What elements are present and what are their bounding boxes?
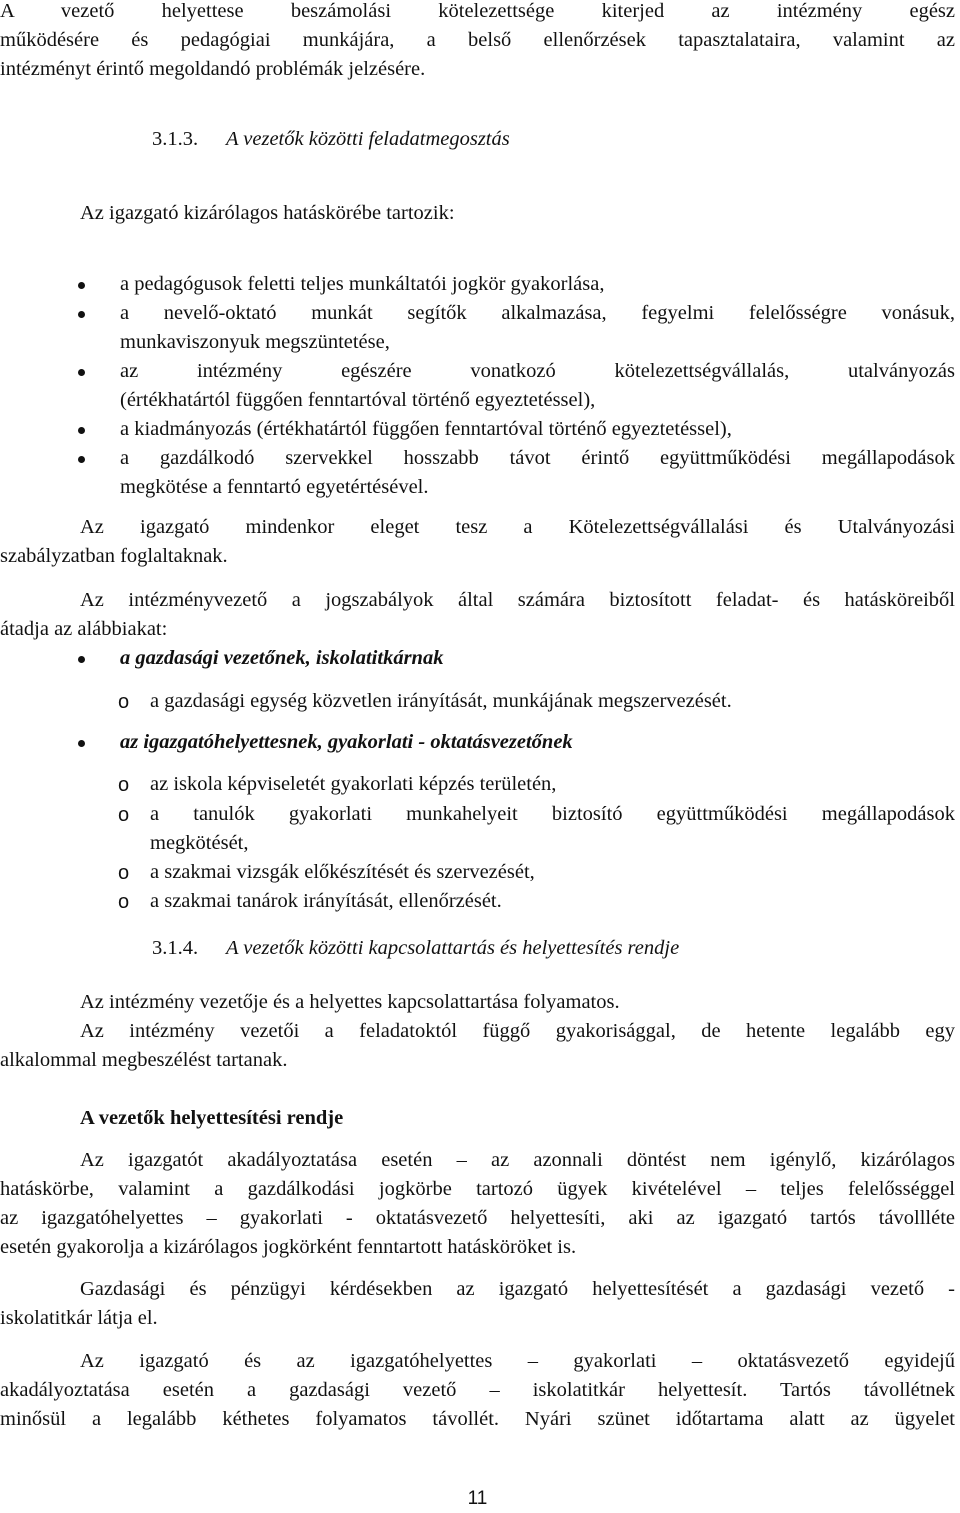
sub-list-item: a szakmai tanárok irányítását, ellenőrzését. [150, 890, 502, 912]
paragraph-line: iskolatitkár látja el. [0, 1307, 158, 1329]
list-item: a kiadmányozás (értékhatártól függően fenntartóval történő egyeztetéssel), [120, 418, 732, 440]
circle-bullet-icon: o [118, 691, 130, 713]
bullet-icon [78, 456, 88, 466]
bullet-icon [78, 369, 88, 379]
paragraph-line: Az intézmény vezetői a feladatoktól függő gyakorisággal, de hetente legalább egy [80, 1020, 955, 1042]
list-item: a pedagógusok feletti teljes munkáltatói jogkör gyakorlása, [120, 273, 605, 295]
circle-bullet-icon: o [118, 862, 130, 884]
circle-bullet-icon: o [118, 891, 130, 913]
sub-list-item: a tanulók gyakorlati munkahelyeit biztosító együttműködési megállapodások [150, 803, 955, 825]
paragraph-line: Gazdasági és pénzügyi kérdésekben az igazgató helyettesítését a gazdasági vezető - [80, 1278, 955, 1300]
bullet-icon [78, 311, 88, 321]
circle-bullet-icon: o [118, 774, 130, 796]
section-title: A vezetők közötti feladatmegosztás [226, 128, 510, 150]
bullet-icon [78, 740, 88, 750]
bullet-icon [78, 656, 88, 666]
paragraph-line: alkalommal megbeszélést tartanak. [0, 1049, 288, 1071]
delegate-heading-gazdasagi: a gazdasági vezetőnek, iskolatitkárnak [120, 647, 444, 669]
delegate-heading-igazgatohelyettes: az igazgatóhelyettesnek, gyakorlati - oktatásvezetőnek [120, 731, 573, 753]
subheading-helyettesitesi-rend: A vezetők helyettesítési rendje [80, 1107, 344, 1129]
list-item-continuation: munkaviszonyuk megszüntetése, [120, 331, 390, 353]
section-number: 3.1.3. [152, 128, 199, 150]
section-heading-3-1-3 [152, 125, 510, 154]
section-heading-3-1-4 [152, 934, 679, 963]
list-item: a nevelő-oktató munkát segítők alkalmazása, fegyelmi felelősségre vonásuk, [120, 302, 955, 324]
section-number: 3.1.4. [152, 937, 199, 959]
section-title: A vezetők közötti kapcsolattartás és helyettesítés rendje [226, 937, 680, 959]
list-item-continuation: (értékhatártól függően fenntartóval történő egyeztetéssel), [120, 389, 596, 411]
paragraph-line: intézményt érintő megoldandó problémák jelzésére. [0, 58, 426, 80]
sub-list-item: a szakmai vizsgák előkészítését és szervezését, [150, 861, 535, 883]
paragraph-line: minősül a legalább kéthetes folyamatos távollét. Nyári szünet időtartama alatt az ügyelet [0, 1408, 955, 1430]
paragraph-line: Az intézmény vezetője és a helyettes kapcsolattartása folyamatos. [80, 991, 620, 1013]
paragraph-line: átadja az alábbiakat: [0, 618, 168, 640]
sub-list-item-continuation: megkötését, [150, 832, 249, 854]
paragraph-line: Az igazgatót akadályoztatása esetén – az azonnali döntést nem igénylő, kizárólagos [80, 1149, 955, 1171]
paragraph-line: A vezető helyettese beszámolási kötelezettsége kiterjed az intézmény egész [0, 0, 955, 22]
intro-text: Az igazgató kizárólagos hatáskörébe tartozik: [80, 202, 455, 224]
list-item-continuation: megkötése a fenntartó egyetértésével. [120, 476, 429, 498]
paragraph-line: működésére és pedagógiai munkájára, a belső ellenőrzések tapasztalataira, valamint az [0, 29, 955, 51]
bullet-icon [78, 282, 88, 292]
paragraph-line: esetén gyakorolja a kizárólagos jogkörként fenntartott hatásköröket is. [0, 1236, 577, 1258]
paragraph-line: Az igazgató mindenkor eleget tesz a Kötelezettségvállalási és Utalványozási [80, 516, 955, 538]
list-item: az intézmény egészére vonatkozó kötelezettségvállalás, utalványozás [120, 360, 955, 382]
paragraph-line: Az igazgató és az igazgatóhelyettes – gyakorlati – oktatásvezető egyidejű [80, 1350, 955, 1372]
paragraph-line: hatáskörbe, valamint a gazdálkodási jogkörbe tartozó ügyek kivételével – teljes felelősséggel [0, 1178, 955, 1200]
paragraph-line: az igazgatóhelyettes – gyakorlati - oktatásvezető helyettesíti, aki az igazgató tartós távollléte [0, 1207, 955, 1229]
paragraph-line: Az intézményvezető a jogszabályok által számára biztosított feladat- és hatásköreiből [80, 589, 955, 611]
list-item: a gazdálkodó szervekkel hosszabb távot érintő együttműködési megállapodások [120, 447, 955, 469]
sub-list-item: az iskola képviseletét gyakorlati képzés területén, [150, 773, 557, 795]
sub-list-item: a gazdasági egység közvetlen irányítását, munkájának megszervezését. [150, 690, 732, 712]
paragraph-line: akadályoztatása esetén a gazdasági vezető – iskolatitkár helyettesít. Tartós távollétnek [0, 1379, 955, 1401]
bullet-icon [78, 427, 88, 437]
paragraph-line: szabályzatban foglaltaknak. [0, 545, 228, 567]
circle-bullet-icon: o [118, 804, 130, 826]
page-number: 11 [467, 1488, 488, 1509]
